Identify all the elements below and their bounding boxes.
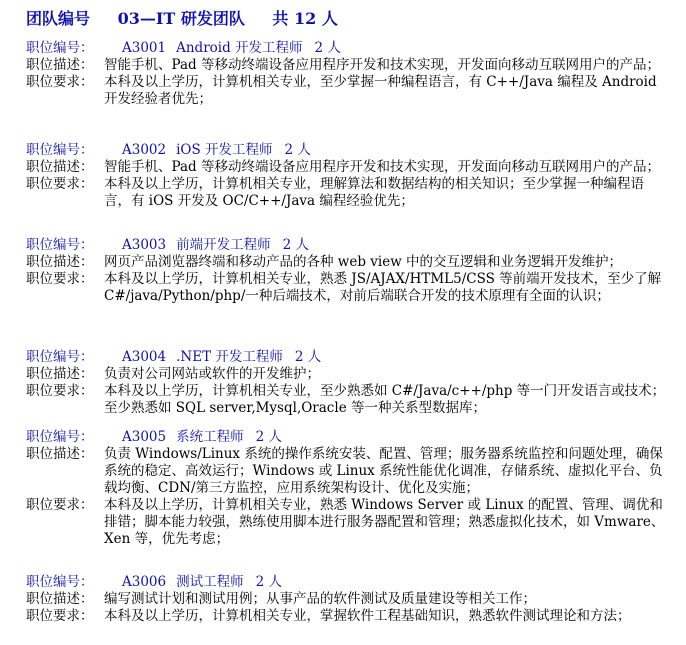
job-req-label: 职位要求： (26, 608, 94, 624)
job-code: A3006 (122, 574, 167, 590)
job-req-row (26, 271, 666, 305)
team-total: 共 12 人 (272, 9, 338, 28)
job-req: 本科及以上学历，计算机相关专业，熟悉 Windows Server 或 Linux 的配置、管理、调优和排错；脚本能力较强，熟练使用脚本进行服务器配置和管理；熟悉虚拟化技术，如 Vmware、Xen 等，优先考虑； (104, 497, 665, 547)
job-entry (26, 574, 666, 625)
job-desc-row (26, 254, 666, 271)
job-entry (26, 237, 666, 305)
job-req-label: 职位要求： (26, 271, 94, 287)
job-id-row (26, 349, 666, 366)
job-title: .NET 开发工程师 (176, 349, 283, 365)
job-title: iOS 开发工程师 (176, 142, 273, 158)
job-req: 本科及以上学历，计算机相关专业，至少掌握一种编程语言，有 C++/Java 编程及 Android 开发经验者优先； (104, 74, 657, 107)
job-code: A3002 (122, 142, 167, 158)
job-count: 2 人 (255, 429, 282, 445)
job-desc: 网页产品浏览器终端和移动产品的各种 web view 中的交互逻辑和业务逻辑开发维护； (104, 254, 623, 270)
job-desc-label: 职位描述： (26, 366, 94, 382)
job-desc-row (26, 591, 666, 608)
job-count: 2 人 (294, 349, 322, 365)
job-count: 2 人 (314, 40, 341, 56)
job-code: A3005 (122, 429, 167, 445)
job-desc-row (26, 57, 666, 74)
job-req-row (26, 497, 666, 548)
job-count: 2 人 (284, 142, 311, 158)
job-id-label: 职位编号： (26, 574, 94, 590)
job-id-row (26, 237, 666, 254)
job-id-label: 职位编号： (26, 349, 94, 365)
job-req: 本科及以上学历，计算机相关专业，理解算法和数据结构的相关知识；至少掌握一种编程语言，有 iOS 开发及 OC/C++/Java 编程经验优先； (104, 176, 644, 209)
job-desc: 编写测试计划和测试用例；从事产品的软件测试及质量建设等相关工作； (104, 591, 536, 607)
job-title: 前端开发工程师 (176, 237, 271, 253)
job-desc-label: 职位描述： (26, 254, 94, 270)
job-title: Android 开发工程师 (176, 40, 303, 56)
job-req-label: 职位要求： (26, 383, 94, 399)
job-req-label: 职位要求： (26, 176, 94, 192)
job-desc-label: 职位描述： (26, 591, 94, 607)
job-entry (26, 40, 666, 108)
job-id-row (26, 429, 666, 446)
job-count: 2 人 (282, 237, 309, 253)
job-desc-label: 职位描述： (26, 446, 94, 462)
job-desc: 负责对公司网站或软件的开发维护； (104, 366, 320, 382)
job-req: 本科及以上学历，计算机相关专业，掌握软件工程基础知识，熟悉软件测试理论和方法； (104, 608, 631, 624)
job-req-row (26, 176, 666, 210)
job-entry (26, 429, 666, 548)
job-id-row (26, 40, 666, 57)
job-id-label: 职位编号： (26, 429, 94, 445)
job-desc-row (26, 446, 666, 497)
job-code: A3004 (122, 349, 167, 365)
job-code: A3003 (122, 237, 167, 253)
team-name: 03—IT 研发团队 (117, 9, 245, 28)
job-desc: 负责 Windows/Linux 系统的操作系统安装、配置、管理；服务器系统监控和问题处理，确保系统的稳定、高效运行；Windows 或 Linux 系统性能优化调准，存储系统、虚拟化平台、负载均衡、CDN/第三方监控，应用系统架构设计、优化及实施； (104, 446, 663, 496)
job-code: A3001 (122, 40, 167, 56)
job-entry (26, 142, 666, 210)
job-entry (26, 349, 666, 417)
job-desc-row (26, 159, 666, 176)
job-desc: 智能手机、Pad 等移动终端设备应用程序开发和技术实现，开发面向移动互联网用户的产品； (104, 159, 660, 175)
job-id-row (26, 142, 666, 159)
job-desc-label: 职位描述： (26, 159, 94, 175)
job-id-label: 职位编号： (26, 40, 94, 56)
job-title: 测试工程师 (176, 574, 244, 590)
job-id-label: 职位编号： (26, 142, 94, 158)
job-id-label: 职位编号： (26, 237, 94, 253)
job-req-label: 职位要求： (26, 74, 94, 90)
job-count: 2 人 (255, 574, 282, 590)
job-title: 系统工程师 (176, 429, 244, 445)
job-desc: 智能手机、Pad 等移动终端设备应用程序开发和技术实现，开发面向移动互联网用户的产品； (104, 57, 660, 73)
team-header (26, 6, 360, 29)
job-req-row (26, 383, 666, 417)
job-req: 本科及以上学历，计算机相关专业，熟悉 JS/AJAX/HTML5/CSS 等前端开发技术，至少了解 C#/java/Python/php/一种后端技术，对前后端联合开发的技术原理有全面的认识； (104, 271, 662, 304)
job-req-row (26, 608, 666, 625)
job-req: 本科及以上学历，计算机相关专业，至少熟悉如 C#/Java/c++/php 等一门开发语言或技术；至少熟悉如 SQL server,Mysql,Oracle 等一种关系型数据库； (104, 383, 666, 416)
team-number-label: 团队编号 (26, 9, 91, 28)
job-desc-label: 职位描述： (26, 57, 94, 73)
job-desc-row (26, 366, 666, 383)
job-req-row (26, 74, 666, 108)
job-req-label: 职位要求： (26, 497, 94, 513)
job-id-row (26, 574, 666, 591)
